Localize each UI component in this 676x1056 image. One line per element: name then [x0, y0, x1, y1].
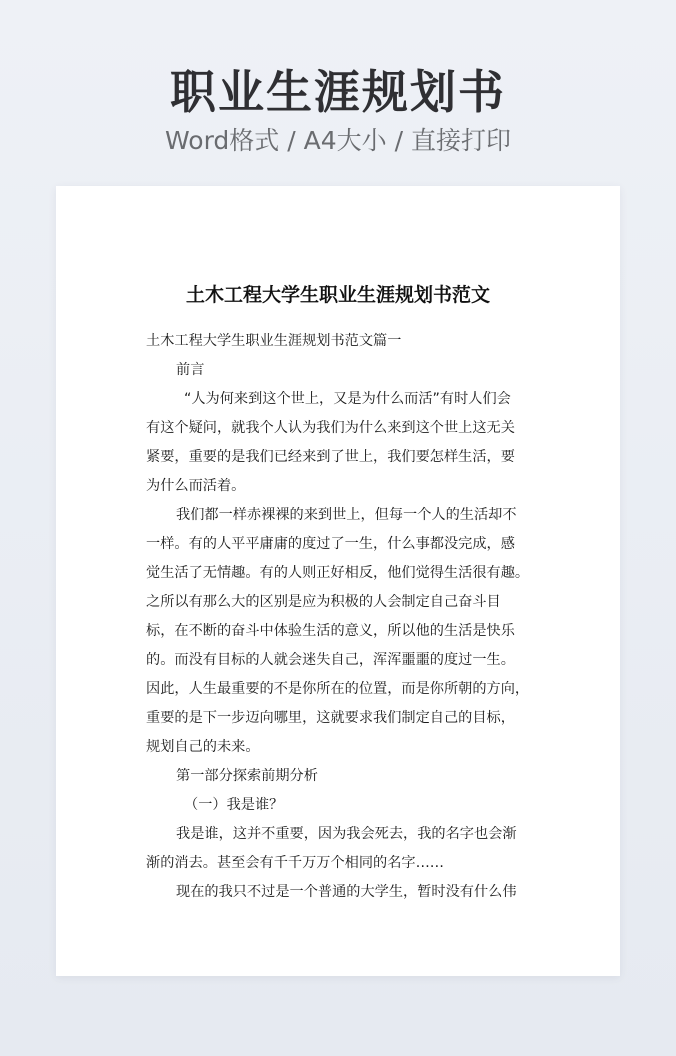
document-page [56, 186, 620, 976]
paragraph-line: 一样。有的人平平庸庸的度过了一生，什么事都没完成，感 [146, 536, 515, 552]
paragraph-line: 渐的消去。甚至会有千千万万个相同的名字…… [146, 855, 444, 871]
paragraph-line: 觉生活了无情趣。有的人则正好相反，他们觉得生活很有趣。 [146, 565, 530, 581]
paragraph-heading: 前言 [176, 362, 205, 378]
header-subtitle: Word格式 / A4大小 / 直接打印 [165, 126, 511, 155]
paragraph-line: 我是谁，这并不重要，因为我会死去，我的名字也会渐 [176, 826, 517, 842]
paragraph-line: 有这个疑问，就我个人认为我们为什么来到这个世上这无关 [146, 420, 515, 436]
paragraph-line: 规划自己的未来。 [146, 739, 260, 755]
header-title: 职业生涯规划书 [170, 65, 506, 119]
document-title: 土木工程大学生职业生涯规划书范文 [185, 284, 490, 306]
paragraph-line: 因此，人生最重要的不是你所在的位置，而是你所朝的方向， [146, 681, 530, 697]
paragraph-line: 之所以有那么大的区别是应为积极的人会制定自己奋斗目 [146, 594, 501, 610]
paragraph-line: 重要的是下一步迈向哪里，这就要求我们制定自己的目标， [146, 710, 515, 726]
page-header [0, 62, 676, 158]
paragraph-line: 的。而没有目标的人就会迷失自己，浑浑噩噩的度过一生。 [146, 652, 515, 668]
paragraph-line: 为什么而活着。 [146, 478, 246, 494]
subsection-heading: 第一部分探索前期分析 [176, 768, 318, 784]
paragraph-line: 我们都一样赤裸裸的来到世上，但每一个人的生活却不 [176, 507, 517, 523]
paragraph-line: 紧要，重要的是我们已经来到了世上，我们要怎样生活，要 [146, 449, 515, 465]
paragraph-line: “人为何来到这个世上，又是为什么而活”有时人们会 [184, 391, 511, 407]
paragraph-line: 标，在不断的奋斗中体验生活的意义，所以他的生活是快乐 [146, 623, 515, 639]
subsection-heading: （一）我是谁？ [184, 797, 284, 813]
section-heading: 土木工程大学生职业生涯规划书范文篇一 [146, 333, 402, 349]
document-body [146, 327, 540, 907]
paragraph-line: 现在的我只不过是一个普通的大学生，暂时没有什么伟 [176, 884, 517, 900]
